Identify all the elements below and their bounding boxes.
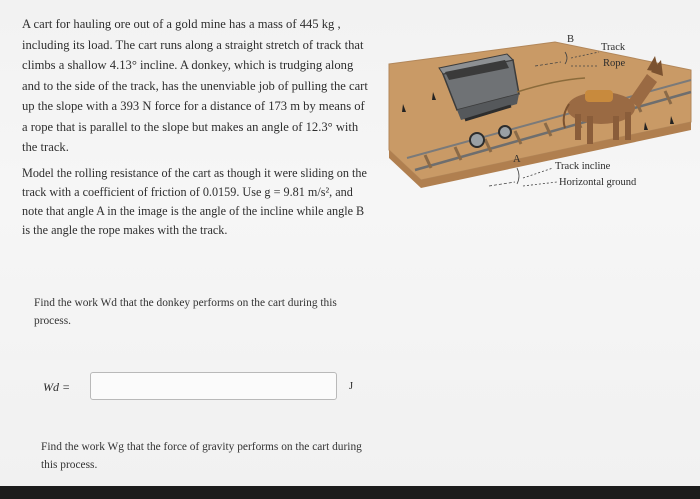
rope-label: Rope <box>603 58 626 69</box>
angle-a-dash <box>489 182 515 186</box>
angle-a-arc <box>517 168 519 184</box>
problem-statement <box>22 14 372 240</box>
answer-label-wd: Wd = <box>43 380 71 394</box>
answer-unit-joules: J <box>349 381 354 392</box>
question-2: Find the work Wg that the force of gravity performs on the cart during this process. <box>41 441 362 471</box>
problem-paragraph-1: A cart for hauling ore out of a gold mine has a mass of 445 kg , including its load. The cart runs along a straight stretch of track that climbs a shallow 4.13° incline. A donkey, which is trudging along and to the side of the track, has the unenviable job of pulling the cart up the slope with a 393 N force for a distance of 173 m by means of a rope that is parallel to the slope but makes an angle of 12.3° with the track. <box>22 17 368 154</box>
horizontal-ground-label: Horizontal ground <box>559 177 637 188</box>
angle-a-label: A <box>513 154 521 165</box>
bottom-bar <box>0 486 700 499</box>
answer-row-wd <box>43 372 373 404</box>
horizontal-leader <box>523 182 557 186</box>
track-label: Track <box>601 42 626 53</box>
cart-donkey-figure <box>385 30 695 200</box>
angle-b-label: B <box>567 34 575 45</box>
track-incline-label: Track incline <box>555 161 611 172</box>
figure-illustration <box>385 30 695 200</box>
question-1: Find the work Wd that the donkey performs on the cart during this process. <box>34 297 337 327</box>
work-donkey-input[interactable] <box>90 372 337 400</box>
incline-leader <box>523 168 553 178</box>
problem-paragraph-2: Model the rolling resistance of the cart as though it were sliding on the track with a coefficient of friction of 0.0159. Use g = 9.81 m/s², and note that angle A in the image is the angle of the incline while angle B is the angle the rope makes with the track. <box>22 165 367 237</box>
